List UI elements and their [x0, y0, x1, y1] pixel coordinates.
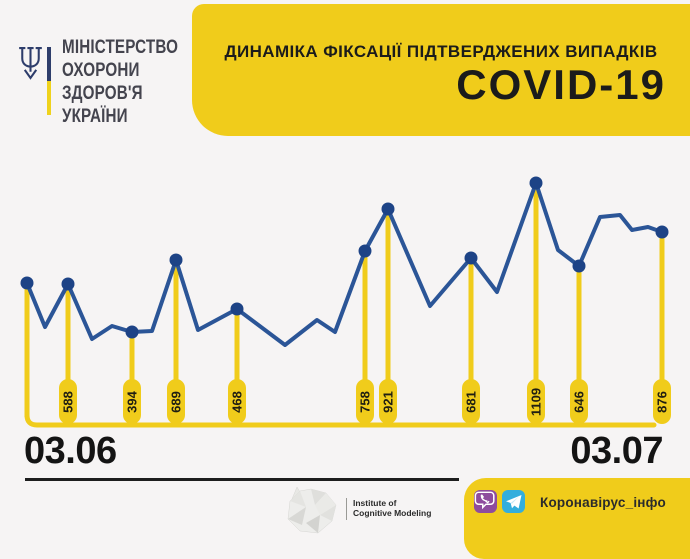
icm-text-line: Cognitive Modeling	[353, 508, 432, 518]
svg-text:646: 646	[571, 391, 587, 413]
trend-chart	[0, 160, 690, 470]
date-end-label: 03.07	[570, 430, 663, 472]
social-channel-card[interactable]	[464, 478, 690, 559]
svg-text:468: 468	[229, 391, 245, 413]
ministry-name	[62, 36, 178, 128]
svg-text:876: 876	[654, 391, 670, 413]
date-start-label: 03.06	[24, 430, 117, 472]
svg-text:1109: 1109	[528, 387, 544, 417]
flag-bar	[47, 47, 51, 115]
svg-text:758: 758	[357, 391, 373, 413]
ministry-name-line: ОХОРОНИ	[62, 60, 140, 81]
svg-text:921: 921	[380, 391, 396, 413]
header-banner	[192, 4, 690, 136]
banner-title: COVID-19	[456, 61, 666, 108]
footer-divider	[25, 478, 459, 481]
svg-text:588: 588	[60, 391, 76, 413]
icm-text	[353, 498, 431, 518]
ministry-logo-block	[0, 0, 190, 160]
trident-icon	[19, 46, 42, 80]
icm-logo-block	[282, 485, 457, 545]
icm-crumpled-paper-icon	[282, 485, 340, 537]
viber-icon[interactable]	[474, 490, 497, 513]
ministry-name-line: УКРАЇНИ	[62, 106, 128, 127]
svg-text:689: 689	[168, 391, 184, 413]
ministry-name-line: МІНІСТЕРСТВО	[62, 37, 179, 58]
channel-name: Коронавірус_інфо	[540, 495, 666, 510]
ministry-name-line: ЗДОРОВ'Я	[62, 83, 143, 104]
icm-text-line: Institute of	[353, 498, 397, 508]
telegram-icon[interactable]	[502, 490, 525, 513]
svg-text:394: 394	[124, 391, 140, 413]
banner-subtitle: ДИНАМІКА ФІКСАЦІЇ ПІДТВЕРДЖЕНИХ ВИПАДКІВ	[224, 42, 658, 61]
svg-text:681: 681	[463, 391, 479, 413]
icm-divider	[346, 498, 347, 520]
